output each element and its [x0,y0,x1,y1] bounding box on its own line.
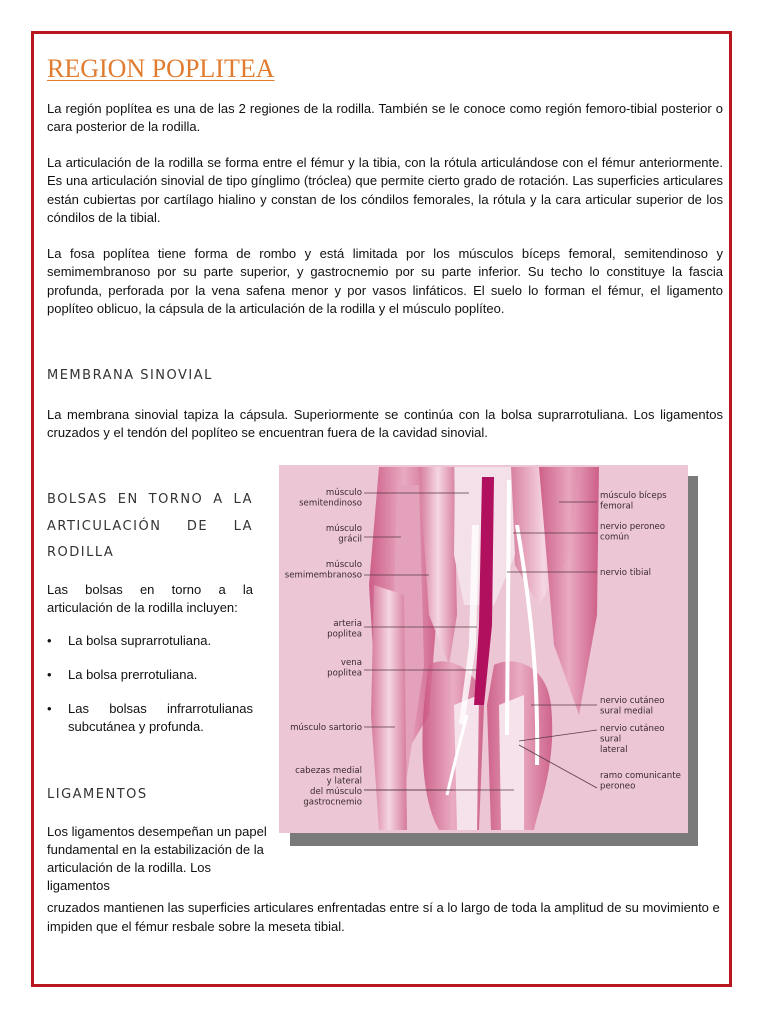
list-item: • La bolsa prerrotuliana. [47,667,198,682]
popliteal-anatomy-figure [279,465,690,835]
svg-text:ramo comunicanteperoneo: ramo comunicante peroneo [600,771,681,792]
paragraph-articulacion: La articulación de la rodilla se forma entre el fémur y la tibia, con la rótula articulándose con el fémur anteriormente. Es una articulación sinovial de tipo gínglimo (tróclea) que permite cierto grado de rotación. Las superficies articulares están cubiertas por cartílago hialino y constan de los cóndilos femorales, la rótula y la cara articular superior de los cóndilos de la tibial. [47,155,723,225]
heading-ligamentos: LIGAMENTOS [47,787,148,802]
svg-text:nervio cutáneosurallateral: nervio cutáneo sural lateral [600,724,665,755]
svg-text:músculosemitendinoso: músculo semitendinoso [299,488,362,509]
bolsas-list [47,632,253,736]
svg-text:músculo sartorio: músculo sartorio [290,723,362,733]
svg-text:venapoplitea: vena poplitea [327,658,362,679]
svg-text:músculosemimembranoso: músculo semimembranoso [284,560,362,581]
bullet-icon: • [47,633,52,648]
svg-text:nervio cutáneosural medial: nervio cutáneo sural medial [600,696,665,717]
list-item: • La bolsa suprarrotuliana. [47,633,212,648]
bullet-icon: • [47,667,52,682]
svg-text:músculo bícepsfemoral: músculo bíceps femoral [600,491,667,512]
svg-text:músculográcil: músculo grácil [325,524,362,545]
bullet-icon: • [47,701,52,716]
heading-membrana-sinovial: MEMBRANA SINOVIAL [47,368,213,383]
paragraph-membrana: La membrana sinovial tapiza la cápsula. Superiormente se continúa con la bolsa suprarrotuliana. Los ligamentos cruzados y el tendón del poplíteo se encuentran fuera de la cavidad sinovial. [47,407,723,441]
page-title: REGION POPLITEA [47,54,275,83]
anatomy-illustration [279,465,688,833]
svg-text:cabezas medialy lateraldel mús: cabezas medial y lateral del músculo gastrocnemio [295,766,362,808]
paragraph-fosa: La fosa poplítea tiene forma de rombo y está limitada por los músculos bíceps femoral, semitendinoso y semimembranoso por su parte superior, y gastrocnemio por su parte inferior. Su techo lo constituye la fascia profunda, perforada por la vena safena menor y por vasos linfáticos. El suelo lo forman el fémur, el ligamento poplíteo oblicuo, la cápsula de la articulación de la rodilla y el músculo poplíteo. [47,246,723,316]
svg-text:nervio tibial: nervio tibial [600,568,651,578]
list-item: • Las bolsas infrarrotulianas subcutánea y profunda. [47,701,253,734]
paragraph-ligamentos-start: Los ligamentos desempeñan un papel fundamental en la estabilización de la articulación de la rodilla. Los ligamentos [47,824,267,893]
figure-background [279,465,688,833]
heading-bolsas: BOLSAS EN TORNO A LA ARTICULACIÓN DE LA RODILLA [47,492,253,560]
svg-text:arteriapoplitea: arteria poplitea [327,619,362,640]
paragraph-ligamentos-end: cruzados mantienen las superficies articulares enfrentadas entre sí a lo largo de toda la amplitud de su movimiento e impiden que el fémur resbale sobre la meseta tibial. [47,900,720,934]
paragraph-bolsas-intro: Las bolsas en torno a la articulación de la rodilla incluyen: [47,582,253,615]
svg-text:nervio peroneocomún: nervio peroneo común [600,522,666,543]
paragraph-intro: La región poplítea es una de las 2 regiones de la rodilla. También se le conoce como región femoro-tibial posterior o cara posterior de la rodilla. [47,101,723,135]
